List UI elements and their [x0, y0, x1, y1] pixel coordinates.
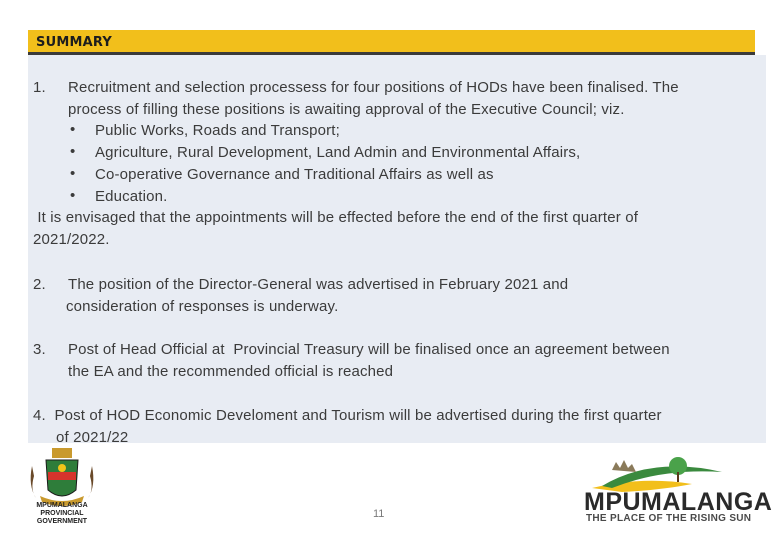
- page-title: SUMMARY: [36, 35, 112, 50]
- bullet-marker: •: [70, 187, 76, 204]
- brand-tagline: THE PLACE OF THE RISING SUN: [586, 513, 752, 524]
- bullet-item: Agriculture, Rural Development, Land Admin and Environmental Affairs,: [95, 144, 581, 161]
- item-4-line-2: of 2021/22: [56, 429, 129, 446]
- item-4-line-1: 4. Post of HOD Economic Develoment and Tourism will be advertised during the first quarter: [33, 407, 662, 424]
- brand-name: MPUMALANGA: [584, 488, 773, 516]
- seal-text-line-3: GOVERNMENT: [36, 518, 88, 525]
- seal-text-line-1: MPUMALANGA: [36, 502, 88, 509]
- summary-header-bar: [28, 30, 755, 55]
- bullet-marker: •: [70, 165, 76, 182]
- item-3-number: 3.: [33, 341, 46, 358]
- item-2-number: 2.: [33, 276, 46, 293]
- item-2-line-1: The position of the Director-General was advertised in February 2021 and: [68, 276, 569, 293]
- item-1-tail-line-1: It is envisaged that the appointments will be effected before the end of the first quarter of: [33, 209, 639, 226]
- page-number: 11: [373, 508, 385, 520]
- bullet-item: Co-operative Governance and Traditional Affairs as well as: [95, 166, 494, 183]
- item-1-line-1: Recruitment and selection processess for four positions of HODs have been finalised. The: [68, 79, 679, 96]
- bullet-item: Public Works, Roads and Transport;: [95, 122, 340, 139]
- item-1-number: 1.: [33, 79, 46, 96]
- bullet-marker: •: [70, 143, 76, 160]
- bullet-marker: •: [70, 121, 76, 138]
- item-3-line-2: the EA and the recommended official is reached: [68, 363, 394, 380]
- seal-text-line-2: PROVINCIAL: [40, 510, 84, 517]
- item-2-line-2: consideration of responses is underway.: [66, 298, 339, 315]
- item-1-tail-line-2: 2021/2022.: [33, 231, 110, 248]
- bullet-item: Education.: [95, 188, 168, 205]
- item-3-line-1: Post of Head Official at Provincial Treasury will be finalised once an agreement between: [68, 341, 670, 358]
- item-1-line-2: process of filling these positions is awaiting approval of the Executive Council; viz.: [68, 101, 625, 118]
